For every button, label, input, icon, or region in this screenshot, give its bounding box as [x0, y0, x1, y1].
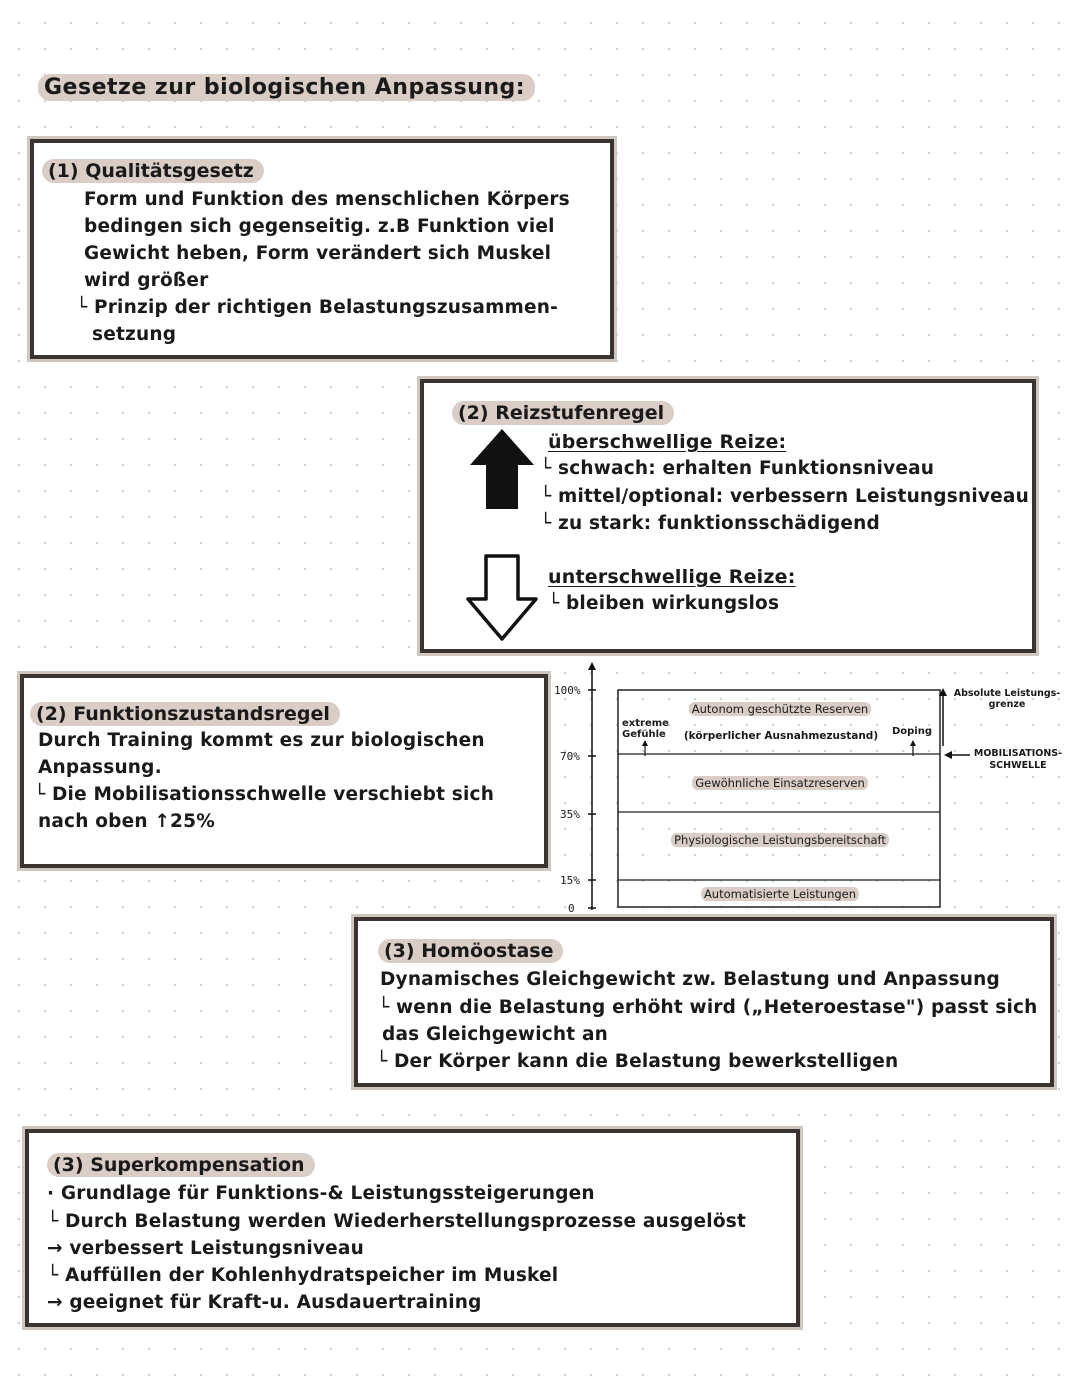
annotation-extreme-feelings: extreme Gefühle [622, 718, 669, 740]
text-line: · Grundlage für Funktions-& Leistungssteigerungen [47, 1183, 595, 1204]
heading-homoeostase: (3) Homöostase [378, 939, 563, 963]
text-line: → geeignet für Kraft-u. Ausdauertraining [47, 1292, 482, 1313]
band-label-autonom: Autonom geschützte Reserven [680, 702, 880, 716]
text-line: └ wenn die Belastung erhöht wird („Heteroestase") passt sich [378, 997, 1038, 1018]
annotation-absolute-limit: Absolute Leistungs- grenze [953, 688, 1061, 710]
over-threshold-title: überschwellige Reize: [548, 431, 787, 453]
text-line: └ Die Mobilisationsschwelle verschiebt sich [34, 784, 495, 805]
tick-label: 100% [554, 684, 581, 697]
band-label-automatisiert: Automatisierte Leistungen [660, 887, 900, 901]
y-axis-arrow [588, 662, 596, 670]
tick-label: 0 [568, 902, 575, 915]
over-item: └ mittel/optional: verbessern Leistungsniveau [540, 486, 1029, 507]
arrow-up-filled-icon [468, 427, 536, 511]
box-reizstufenregel [420, 379, 1036, 653]
text-line: das Gleichgewicht an [382, 1024, 609, 1045]
tick-label: 70% [560, 750, 580, 763]
text-line: └ Prinzip der richtigen Belastungszusammen- [76, 297, 559, 318]
box-superkompensation [25, 1129, 800, 1327]
annotation-mobilisation-threshold: MOBILISATIONS- SCHWELLE [973, 748, 1063, 771]
box-homoeostase [354, 917, 1054, 1087]
text-line: wird größer [84, 270, 209, 291]
text-line: Anpassung. [38, 757, 162, 778]
tick-label: 15% [560, 874, 580, 887]
heading-qualitaetsgesetz: (1) Qualitätsgesetz [42, 159, 264, 183]
text-line: → verbessert Leistungsniveau [47, 1238, 364, 1259]
text-line: Dynamisches Gleichgewicht zw. Belastung und Anpassung [380, 969, 1000, 990]
arrow-down-outline-icon [464, 553, 540, 643]
band-label-physiologisch: Physiologische Leistungsbereitschaft [640, 833, 920, 847]
box-funktionszustandsregel [20, 674, 548, 868]
text-line: Form und Funktion des menschlichen Körpers [84, 189, 570, 210]
text-line: └ Der Körper kann die Belastung bewerkstelligen [376, 1051, 899, 1072]
text-line: Gewicht heben, Form verändert sich Muskel [84, 243, 552, 264]
text-line: setzung [92, 324, 177, 345]
band-sub-ausnahmezustand: (körperlicher Ausnahmezustand) [683, 730, 879, 742]
text-line: bedingen sich gegenseitig. z.B Funktion viel [84, 216, 555, 237]
functional-state-diagram [550, 660, 1070, 920]
over-item: └ zu stark: funktionsschädigend [540, 513, 880, 534]
band-label-gewoehnlich: Gewöhnliche Einsatzreserven [660, 776, 900, 790]
text-line: └ Auffüllen der Kohlenhydratspeicher im Muskel [47, 1265, 559, 1286]
text-line: Durch Training kommt es zur biologischen [38, 730, 485, 751]
heading-superkompensation: (3) Superkompensation [47, 1153, 315, 1177]
under-threshold-title: unterschwellige Reize: [548, 566, 796, 588]
page-title: Gesetze zur biologischen Anpassung: [38, 74, 535, 101]
tick-label: 35% [560, 808, 580, 821]
text-line: └ Durch Belastung werden Wiederherstellungsprozesse ausgelöst [47, 1211, 747, 1232]
text-line: nach oben ↑25% [38, 811, 215, 832]
heading-funktionszustandsregel: (2) Funktionszustandsregel [30, 702, 340, 726]
annotation-doping: Doping [891, 726, 933, 737]
heading-reizstufenregel: (2) Reizstufenregel [452, 401, 674, 425]
box-qualitaetsgesetz [30, 139, 614, 359]
under-item: └ bleiben wirkungslos [548, 593, 780, 614]
over-item: └ schwach: erhalten Funktionsniveau [540, 458, 935, 479]
